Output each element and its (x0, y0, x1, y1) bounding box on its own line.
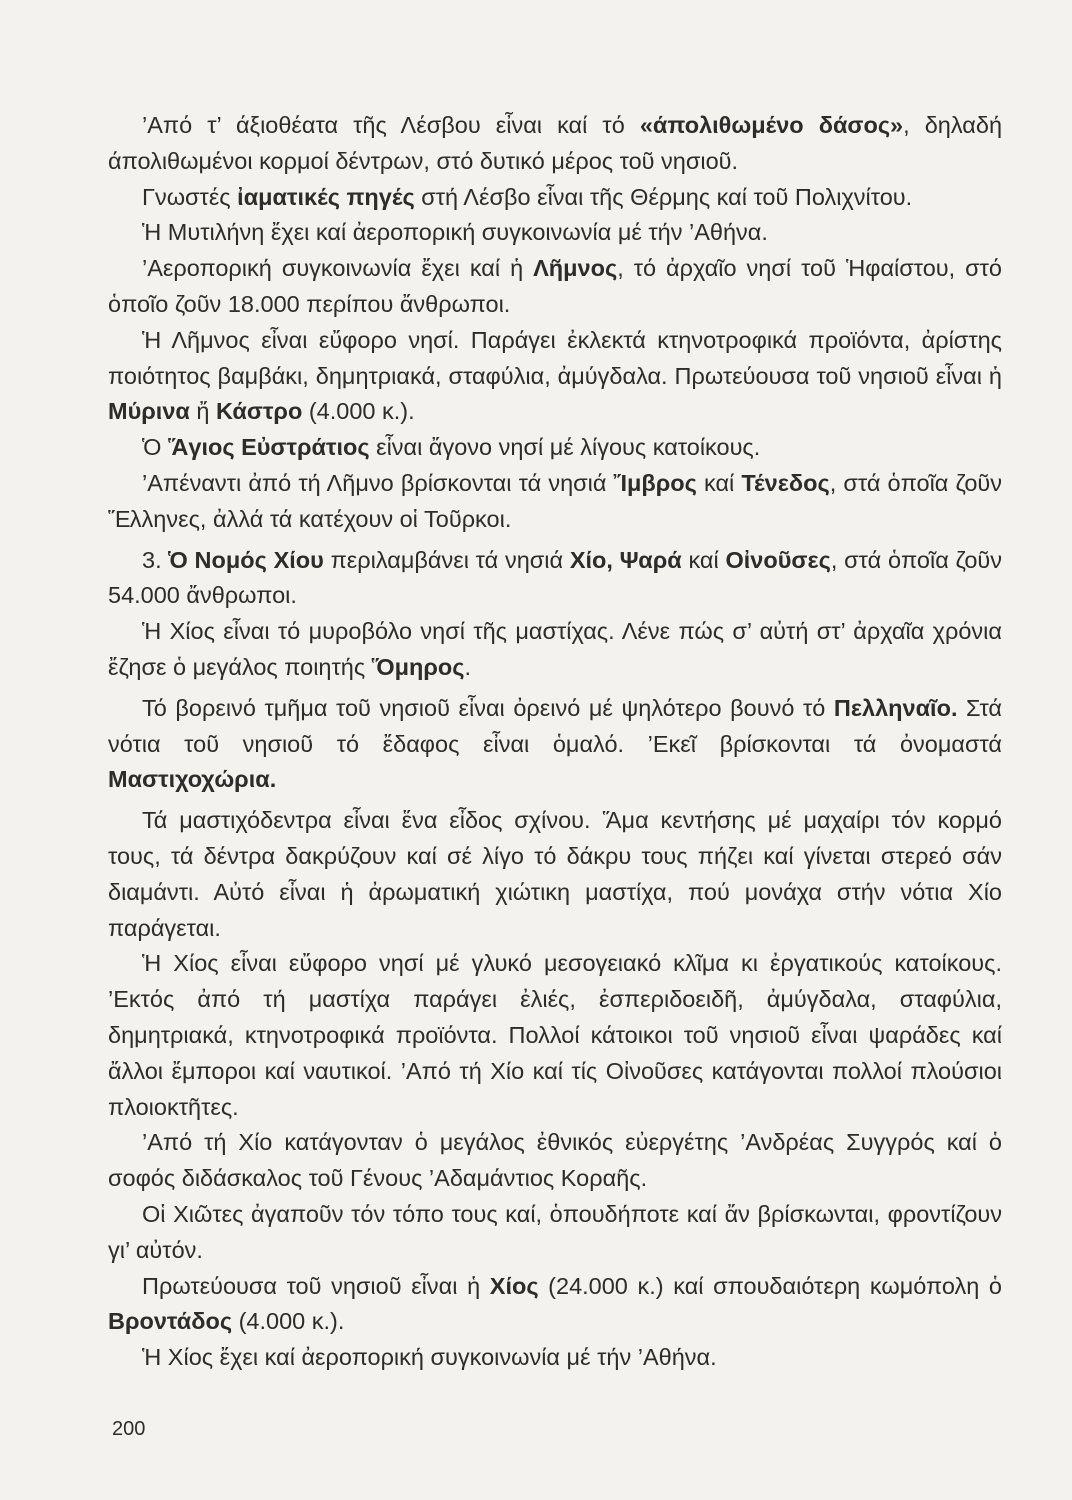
text-run: Τό βορεινό τμῆμα τοῦ νησιοῦ εἶναι ὀρεινό μέ ψηλότερο βουνό τό (142, 694, 834, 721)
bold-term: «άπολιθωμένο δάσος» (639, 112, 904, 138)
bold-term: Οἰνοῦσες (725, 546, 831, 573)
text-run: εἶναι ἄγονο νησί μέ λίγους κατοίκους. (369, 434, 761, 461)
paragraph (108, 946, 1002, 1125)
text-run: Ἡ Χίος εἶναι τό μυροβόλο νησί τῆς μαστίχας. Λένε πώς σ’ αὐτή στ’ ἀρχαῖα χρόνια ἔζησε ὁ μεγάλος ποιητής (108, 618, 1002, 680)
paragraph (108, 614, 1002, 686)
paragraph (108, 466, 1002, 538)
text-run: (4.000 κ.). (232, 1308, 345, 1335)
bold-term: Ὅμηρος (371, 653, 465, 680)
paragraph (108, 1340, 1002, 1376)
bold-term: ἰαματικές πηγές (237, 183, 415, 210)
paragraph (108, 430, 1002, 466)
paragraph (108, 1269, 1002, 1341)
paragraph (108, 251, 1002, 323)
bold-term: Βροντάδος (108, 1308, 233, 1335)
paragraph (108, 1197, 1002, 1269)
bold-term: Χίο, Ψαρά (569, 546, 682, 573)
text-run: ’Από τή Χίο κατάγονταν ὁ μεγάλος ἐθνικός εὐεργέτης ’Ανδρέας Συγγρός καί ὁ σοφός διδάσκαλος τοῦ Γένους ’Αδαμάντιος Κοραῆς. (108, 1129, 1002, 1192)
page-number: 200 (112, 1418, 146, 1440)
text-run: ’Από τ’ άξιοθέατα τῆς Λέσβου εἶναι καί τό (142, 112, 640, 138)
text-run: στή Λέσβο εἶναι τῆς Θέρμης καί τοῦ Πολιχνίτου. (414, 183, 913, 210)
text-run: καί (696, 469, 742, 496)
text-run: Γνωστές (142, 183, 238, 210)
paragraph (108, 215, 1002, 251)
text-run: , δηλαδή άπολιθωμένοι κορμοί δέντρων, στό δυτικό μέρος τοῦ νησιοῦ. (108, 112, 1003, 174)
text-run: . (464, 653, 471, 680)
text-run: Πρωτεύουσα τοῦ νησιοῦ εἶναι ἡ (142, 1272, 490, 1299)
text-run: ἤ (189, 398, 216, 425)
text-run: , στά ὁποῖα ζοῦν Ἕλληνες, ἀλλά τά κατέχουν οἱ Τοῦρκοι. (108, 469, 1002, 532)
text-run: Στά νότια τοῦ νησιοῦ τό ἔδαφος εἶναι ὁμαλό. ’Εκεῖ βρίσκονται τά ὀνομαστά (108, 694, 1002, 757)
text-run: , στά ὁποῖα ζοῦν 54.000 ἄνθρωποι. (108, 546, 1002, 609)
text-run: περιλαμβάνει τά νησιά (323, 546, 570, 573)
bold-term: Τένεδος (741, 469, 830, 496)
bold-term: Χίος (489, 1272, 539, 1299)
text-run: (4.000 κ.). (302, 398, 415, 425)
text-run: Οἱ Χιῶτες ἀγαποῦν τόν τόπο τους καί, ὁπουδήποτε καί ἄν βρίσκωνται, φροντίζουν γι’ αὐτόν. (108, 1200, 1002, 1263)
page-body (108, 108, 1002, 1376)
bold-term: Μαστιχοχώρια. (108, 766, 277, 793)
paragraph (108, 108, 1002, 180)
text-run: Ὁ (142, 434, 168, 461)
text-run: Ἡ Λῆμνος εἶναι εὔφορο νησί. Παράγει ἐκλεκτά κτηνοτροφικά προϊόντα, ἀρίστης ποιότητος βαμβάκι, δημητριακά, σταφύλια, ἀμύγδαλα. Πρωτεύουσα τοῦ νησιοῦ εἶναι ἡ (108, 326, 1002, 389)
text-run: (24.000 κ.) καί σπουδαιότερη κωμόπολη ὁ (538, 1272, 1002, 1299)
bold-term: Μύρινα (108, 398, 190, 425)
text-run: , τό ἀρχαῖο νησί τοῦ Ἡφαίστου, στό ὁποῖο ζοῦν 18.000 περίπου ἄνθρωποι. (108, 255, 1003, 317)
paragraph (108, 803, 1002, 946)
bold-term: Ἴμβρος (613, 469, 697, 496)
bold-term: Πελληναῖο. (833, 694, 958, 721)
bold-term: Ὁ Νομός Χίου (168, 546, 324, 573)
text-run: καί (681, 546, 726, 573)
text-run: Ἡ Χίος εἶναι εὔφορο νησί μέ γλυκό μεσογειακό κλῖμα κι ἐργατικούς κατοίκους. ’Εκτός ἀπό τή μαστίχα παράγει ἐλιές, ἐσπεριδοειδῆ, ἀμύγδαλα, σταφύλια, δημητριακά, κτηνοτροφικά προϊόντα. Πολλοί κάτοικοι τοῦ νησιοῦ εἶναι ψαράδες καί ἄλλοι ἔμποροι καί ναυτικοί. ’Από τή Χίο καί τίς Οἰνοῦσες κατάγονται πολλοί πλούσιοι πλοιοκτῆτες. (108, 950, 1002, 1120)
paragraph (108, 543, 1002, 615)
bold-term: Κάστρο (215, 398, 303, 425)
text-run: 3. (142, 546, 169, 573)
text-run: ’Απέναντι ἀπό τή Λῆμνο βρίσκονται τά νησιά (142, 469, 614, 496)
text-run: Τά μαστιχόδεντρα εἶναι ἕνα εἶδος σχίνου. Ἅμα κεντήσης μέ μαχαίρι τόν κορμό τους, τά δέντρα δακρύζουν καί σέ λίγο τό δάκρυ τους πήζει καί γίνεται στερεό σάν διαμάντι. Αὐτό εἶναι ἡ ἀρωματική χιώτικη μαστίχα, πού μονάχα στήν νότια Χίο παράγεται. (108, 807, 1002, 941)
bold-term: Λῆμνος (533, 255, 618, 282)
text-run: ’Αεροπορική συγκοινωνία ἔχει καί ἡ (142, 255, 534, 282)
text-run: Ἡ Χίος ἔχει καί ἀεροπορική συγκοινωνία μέ τήν ’Αθήνα. (142, 1344, 717, 1371)
paragraph (108, 1125, 1002, 1197)
bold-term: Ἅγιος Εὐστράτιος (167, 434, 370, 461)
paragraph (108, 180, 1002, 216)
text-run: Ἡ Μυτιλήνη ἔχει καί ἀεροπορική συγκοινωνία μέ τήν ’Αθήνα. (142, 219, 768, 246)
paragraph (108, 691, 1002, 798)
paragraph (108, 323, 1002, 430)
